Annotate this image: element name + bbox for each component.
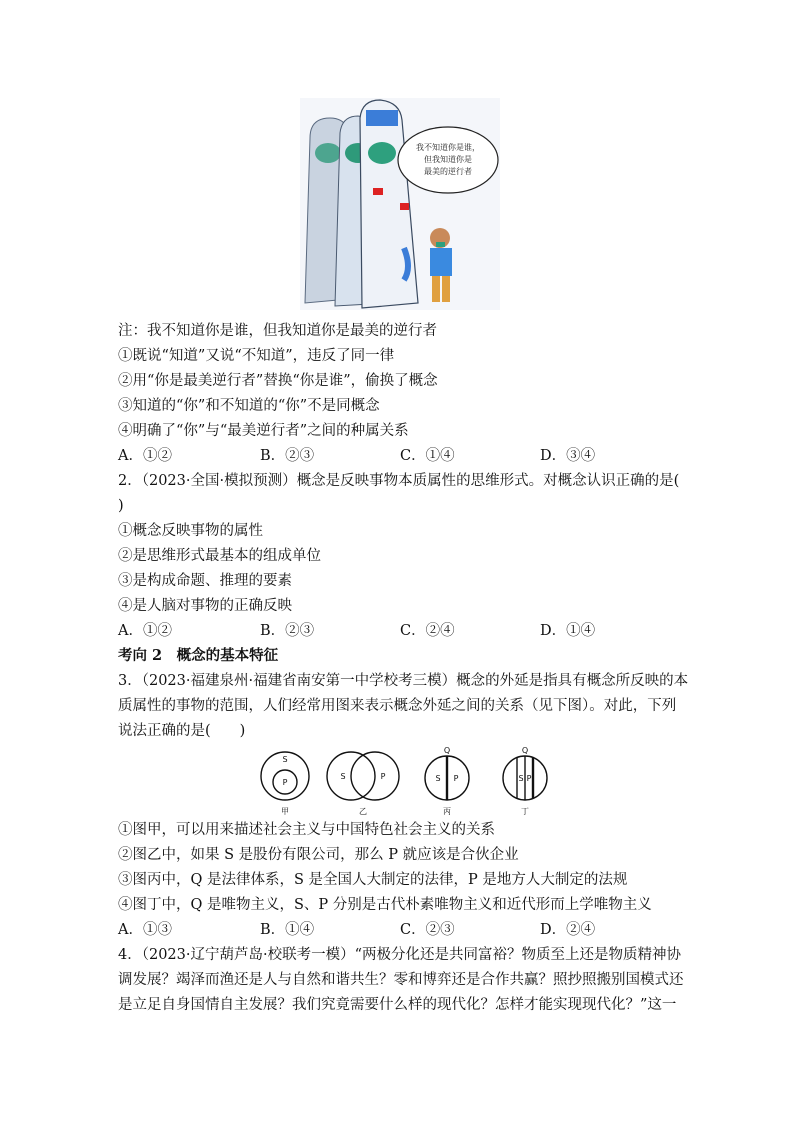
q1-option-b[interactable]: B．②③ bbox=[260, 448, 315, 464]
diagram-bing bbox=[425, 746, 469, 816]
q3-option-b[interactable]: B．①④ bbox=[260, 922, 315, 938]
jia-label-p: P bbox=[282, 778, 288, 787]
q3-stem-line1: 3．（2023·福建泉州·福建省南安第一中学校考三模）概念的外延是指具有概念所反映的本 bbox=[118, 673, 689, 689]
ding-label-s: S bbox=[518, 774, 524, 783]
yi-label-p: P bbox=[380, 772, 386, 781]
yi-label-s: S bbox=[340, 772, 346, 781]
q2-option-c[interactable]: C．②④ bbox=[400, 623, 455, 639]
q3-statement-4: ④图丁中，Q 是唯物主义，S、P 分别是古代朴素唯物主义和近代形而上学唯物主义 bbox=[118, 897, 652, 913]
caption-bing: 丙 bbox=[443, 807, 451, 816]
bing-label-p: P bbox=[453, 774, 459, 783]
q2-option-d[interactable]: D．①④ bbox=[540, 623, 596, 639]
q2-statement-3: ③是构成命题、推理的要素 bbox=[118, 573, 292, 589]
q1-statement-1: ①既说“知道”又说“不知道”，违反了同一律 bbox=[118, 348, 395, 364]
ding-label-q: Q bbox=[521, 746, 529, 755]
q4-stem-line2: 调发展？竭泽而渔还是人与自然和谐共生？零和博弈还是合作共赢？照抄照搬别国模式还 bbox=[118, 972, 684, 988]
diagram-yi bbox=[327, 752, 399, 816]
diagram-ding bbox=[503, 746, 547, 816]
q3-statement-1: ①图甲，可以用来描述社会主义与中国特色社会主义的关系 bbox=[118, 822, 495, 838]
diagram-jia bbox=[261, 752, 309, 816]
jia-label-s: S bbox=[282, 755, 288, 764]
q2-option-a[interactable]: A．①② bbox=[118, 623, 172, 639]
q1-statement-4: ④明确了“你”与“最美逆行者”之间的种属关系 bbox=[118, 423, 409, 439]
q1-option-d[interactable]: D．③④ bbox=[540, 448, 596, 464]
q2-statement-1: ①概念反映事物的属性 bbox=[118, 523, 263, 539]
caption-ding: 丁 bbox=[521, 807, 529, 816]
q1-note: 注：我不知道你是谁，但我知道你是最美的逆行者 bbox=[118, 323, 437, 339]
medical-workers-illustration bbox=[300, 98, 500, 310]
q3-option-a[interactable]: A．①③ bbox=[118, 922, 172, 938]
bubble-text-1: 我不知道你是谁， bbox=[416, 143, 480, 152]
q3-statement-3: ③图丙中，Q 是法律体系，S 是全国人大制定的法律，P 是地方人大制定的法规 bbox=[118, 872, 628, 888]
q2-stem-line1: 2．（2023·全国·模拟预测）概念是反映事物本质属性的思维形式。对概念认识正确的是( bbox=[118, 473, 680, 489]
q1-option-a[interactable]: A．①② bbox=[118, 448, 172, 464]
q2-stem-line2: ) bbox=[118, 498, 124, 514]
concept-extension-diagram bbox=[255, 746, 555, 818]
q2-statement-2: ②是思维形式最基本的组成单位 bbox=[118, 548, 321, 564]
q1-statement-3: ③知道的“你”和不知道的“你”不是同概念 bbox=[118, 398, 380, 414]
q2-statement-4: ④是人脑对事物的正确反映 bbox=[118, 598, 292, 614]
q3-statement-2: ②图乙中，如果 S 是股份有限公司，那么 P 就应该是合伙企业 bbox=[118, 847, 519, 863]
ding-label-p: P bbox=[526, 774, 532, 783]
section-heading: 考向 2 概念的基本特征 bbox=[118, 647, 279, 664]
q3-stem-line2: 质属性的事物的范围，人们经常用图来表示概念外延之间的关系（见下图）。对此，下列 bbox=[118, 698, 677, 714]
q1-option-c[interactable]: C．①④ bbox=[400, 448, 455, 464]
q3-option-c[interactable]: C．②③ bbox=[400, 922, 455, 938]
q3-stem-line3: 说法正确的是( ) bbox=[118, 723, 246, 739]
q2-option-b[interactable]: B．②③ bbox=[260, 623, 315, 639]
q4-stem-line3: 是立足自身国情自主发展？我们究竟需要什么样的现代化？怎样才能实现现代化？”这一 bbox=[118, 997, 677, 1013]
caption-jia: 甲 bbox=[281, 807, 289, 816]
bing-label-s: S bbox=[435, 774, 441, 783]
bing-label-q: Q bbox=[443, 746, 451, 755]
q3-option-d[interactable]: D．②④ bbox=[540, 922, 596, 938]
bubble-text-3: 最美的逆行者 bbox=[424, 167, 472, 176]
bubble-text-2: 但我知道你是 bbox=[424, 155, 472, 164]
q4-stem-line1: 4．（2023·辽宁葫芦岛·校联考一模）“两极分化还是共同富裕？物质至上还是物质精神协 bbox=[118, 947, 682, 963]
q1-statement-2: ②用“你是最美逆行者”替换“你是谁”，偷换了概念 bbox=[118, 373, 438, 389]
caption-yi: 乙 bbox=[359, 807, 367, 816]
